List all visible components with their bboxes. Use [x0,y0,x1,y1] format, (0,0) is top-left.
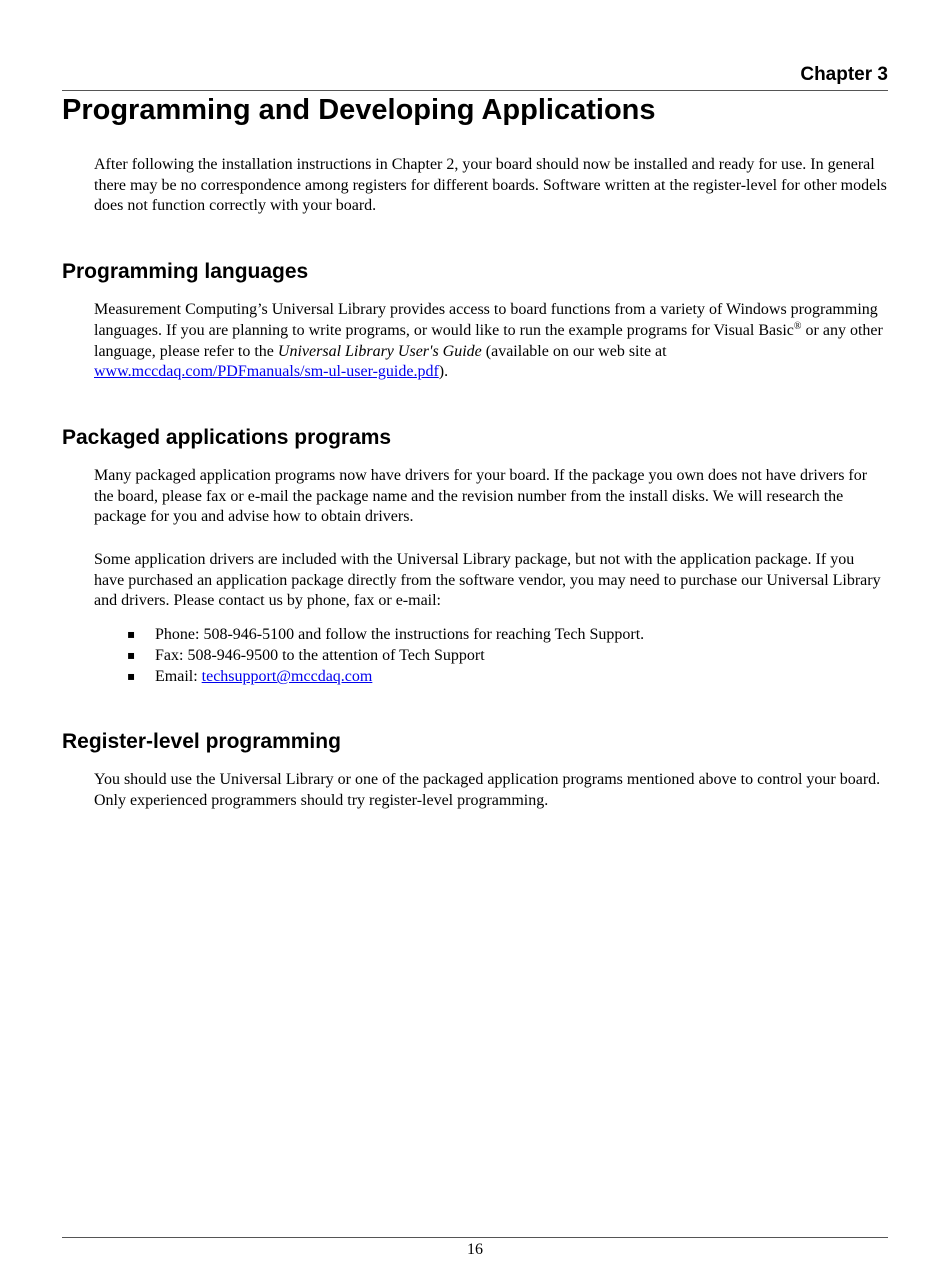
list-item-fax [94,645,888,666]
page-title: Programming and Developing Applications [62,94,656,126]
programming-languages-paragraph [94,300,888,383]
paragraph-text: Measurement Computing’s Universal Library provides access to board functions from a variety of Windows programming languages. If you are planning to write programs, or would like to run the example programs for Visual Basic [94,301,878,339]
list-item-email [94,666,888,687]
section-packaged-applications [62,425,888,687]
paragraph-text: or any other language, please refer to the [94,321,883,360]
packaged-applications-paragraph-1: Many packaged application programs now have drivers for your board. If the package you own does not have drivers for the board, please fax or e-mail the package name and the revision number from the install disks. We will research the package for you and advise how to obtain drivers. [94,466,868,526]
section-register-level [62,729,888,811]
phone-text: Phone: 508-946-5100 and follow the instructions for reaching Tech Support. [155,626,645,644]
register-level-heading: Register-level programming [62,730,341,754]
packaged-applications-paragraph-2: Some application drivers are included with the Universal Library package, but not with the application package. If you have purchased an application package directly from the software vendor, you may need to purchase our Universal Library and drivers. Please contact us by phone, fax or e-mail: [94,551,881,610]
user-guide-pdf-link[interactable]: www.mccdaq.com/PDFmanuals/sm-ul-user-guide.pdf [94,363,439,381]
packaged-applications-heading: Packaged applications programs [62,425,392,449]
page-footer [62,1237,888,1260]
registered-trademark-mark: ® [793,320,802,332]
fax-text: Fax: 508-946-9500 to the attention of Tech Support [155,647,485,665]
bullet-icon: ▪ [127,627,136,642]
list-item-phone [94,624,888,645]
paragraph-text: (available on our web site at [481,342,667,360]
contact-methods-list [94,624,888,687]
register-level-paragraph: You should use the Universal Library or one of the packaged application programs mentioned above to control your board. Only experienced programmers should try register-level programming. [94,771,881,809]
header-rule [62,90,888,91]
paragraph-text: ). [438,363,449,381]
email-label: Email: [155,668,202,686]
programming-languages-heading: Programming languages [62,260,309,284]
section-programming-languages [62,259,888,383]
bullet-icon: ▪ [127,669,136,684]
chapter-label: Chapter 3 [800,64,888,85]
bullet-icon: ▪ [127,648,136,663]
page-number: 16 [467,1241,483,1258]
guide-title-italic: Universal Library User's Guide [277,342,482,360]
tech-support-email-link[interactable]: techsupport@mccdaq.com [201,668,373,686]
footer-rule [62,1237,888,1238]
intro-paragraph: After following the installation instructions in Chapter 2, your board should now be installed and ready for use. In general there may be no correspondence among registers for different boards. Software written at the register-level for other models does not function correctly with your board. [94,156,887,215]
